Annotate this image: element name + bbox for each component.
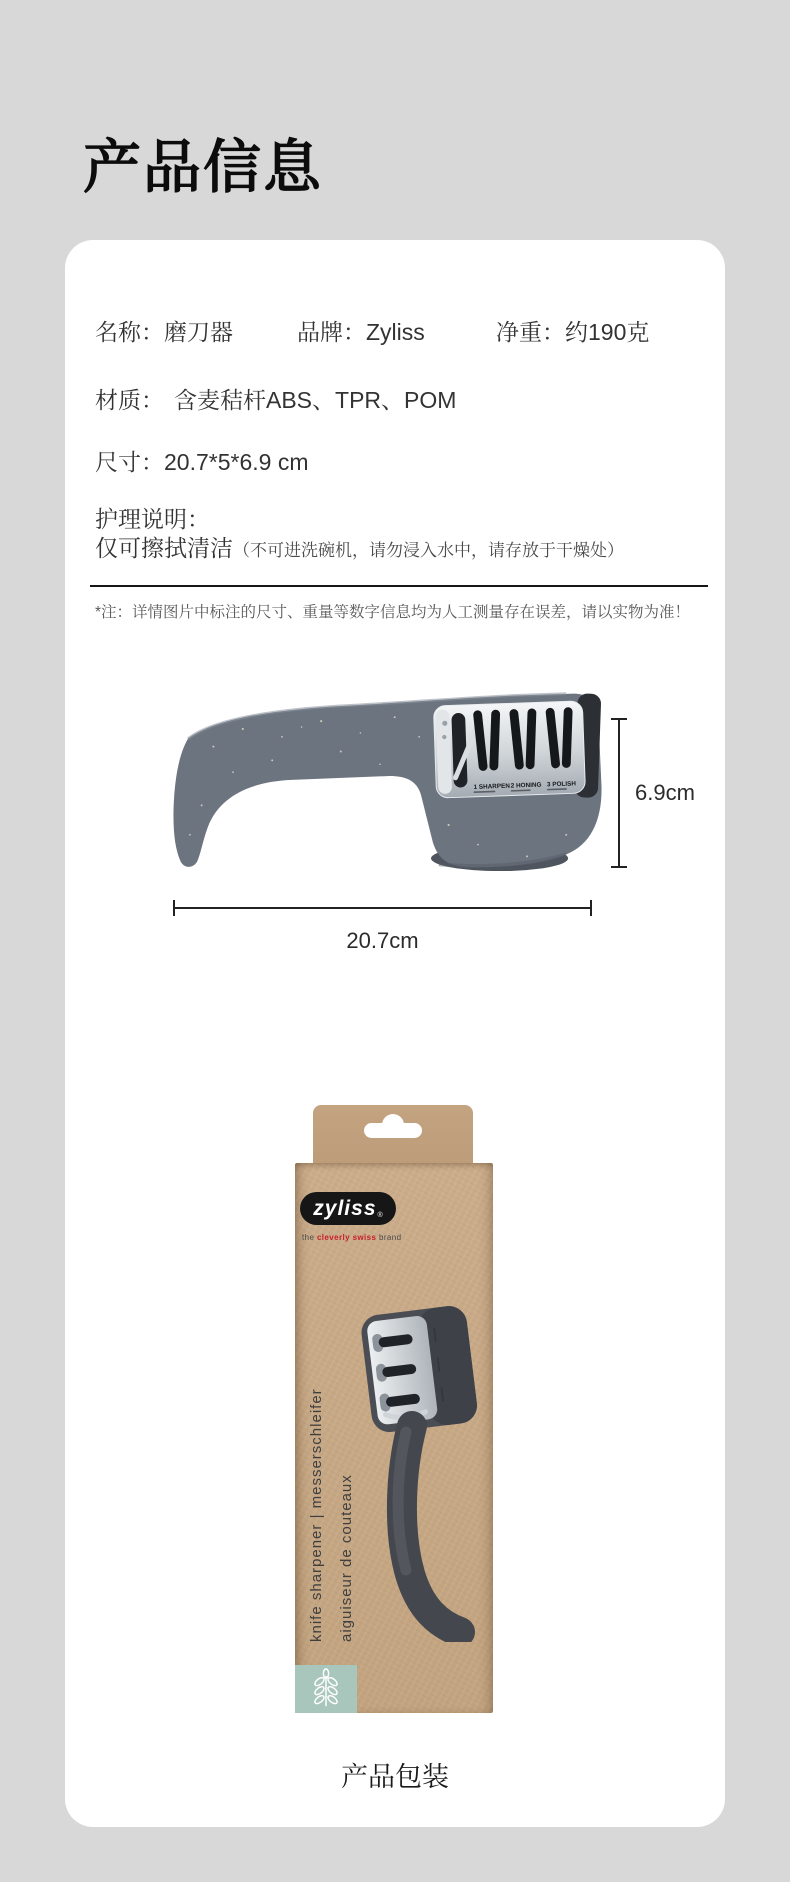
page-title: 产品信息 (83, 135, 324, 200)
product-side-view-image (150, 678, 610, 874)
disclaimer-note: *注：详情图片中标注的尺寸、重量等数字信息均为人工测量存在误差，请以实物为准！ (95, 604, 691, 621)
hang-hole-slot (364, 1123, 422, 1138)
packaged-sharpener-handle (402, 1426, 460, 1632)
zyliss-logo (300, 1192, 396, 1225)
packaged-sharpener-image (360, 1302, 478, 1642)
registered-mark: ® (377, 1212, 383, 1219)
package-hang-flap (313, 1105, 473, 1165)
package-side-text-primary: knife sharpener | messerschleifer (308, 1388, 325, 1642)
slot-label-honing: 2 HONING (510, 781, 542, 790)
width-dimension-label: 20.7cm (346, 928, 419, 953)
tagline-pre: the (302, 1233, 317, 1242)
zyliss-logo-text: zyliss (313, 1196, 377, 1220)
spec-name-value: 磨刀器 (164, 319, 233, 345)
spec-material-value: 含麦秸杆ABS、TPR、POM (174, 387, 457, 413)
divider-line (90, 585, 708, 587)
brand-tagline (302, 1233, 401, 1242)
spec-brand (297, 314, 425, 347)
wheat-icon (308, 1667, 344, 1711)
tagline-highlight: cleverly swiss (316, 1233, 377, 1242)
package-box (295, 1163, 493, 1713)
slot-label-sharpen: 1 SHARPEN (473, 782, 511, 791)
package-side-text-secondary: aiguiseur de couteaux (338, 1474, 355, 1642)
spec-size-value: 20.7*5*6.9 cm (164, 449, 309, 475)
spec-name-label: 名称： (95, 319, 164, 345)
spec-size-label: 尺寸： (95, 449, 164, 475)
spec-weight-label: 净重： (496, 319, 565, 345)
eco-badge (295, 1665, 357, 1713)
spec-name (95, 314, 233, 347)
slot-label-polish: 3 POLISH (546, 780, 577, 789)
package-caption: 产品包装 (341, 1762, 449, 1792)
spec-care-label: 护理说明： (95, 506, 210, 532)
tagline-post: brand (376, 1233, 402, 1242)
spec-care (95, 530, 624, 563)
spec-brand-label: 品牌： (297, 319, 366, 345)
info-card (65, 240, 725, 1827)
spec-material-label: 材质： (95, 387, 164, 413)
spec-size (95, 444, 308, 477)
height-dimension-line (611, 718, 627, 868)
height-dimension-label: 6.9cm (635, 780, 695, 805)
spec-material (95, 382, 456, 415)
spec-care-note: （不可进洗碗机，请勿浸入水中，请存放于干燥处） (233, 541, 624, 560)
spec-weight (496, 314, 649, 347)
spec-brand-value: Zyliss (366, 319, 425, 345)
spec-weight-value: 约190克 (565, 319, 650, 345)
spec-care-value: 仅可擦拭清洁 (95, 535, 233, 561)
metal-plate (433, 701, 585, 798)
width-dimension-line (173, 900, 592, 916)
